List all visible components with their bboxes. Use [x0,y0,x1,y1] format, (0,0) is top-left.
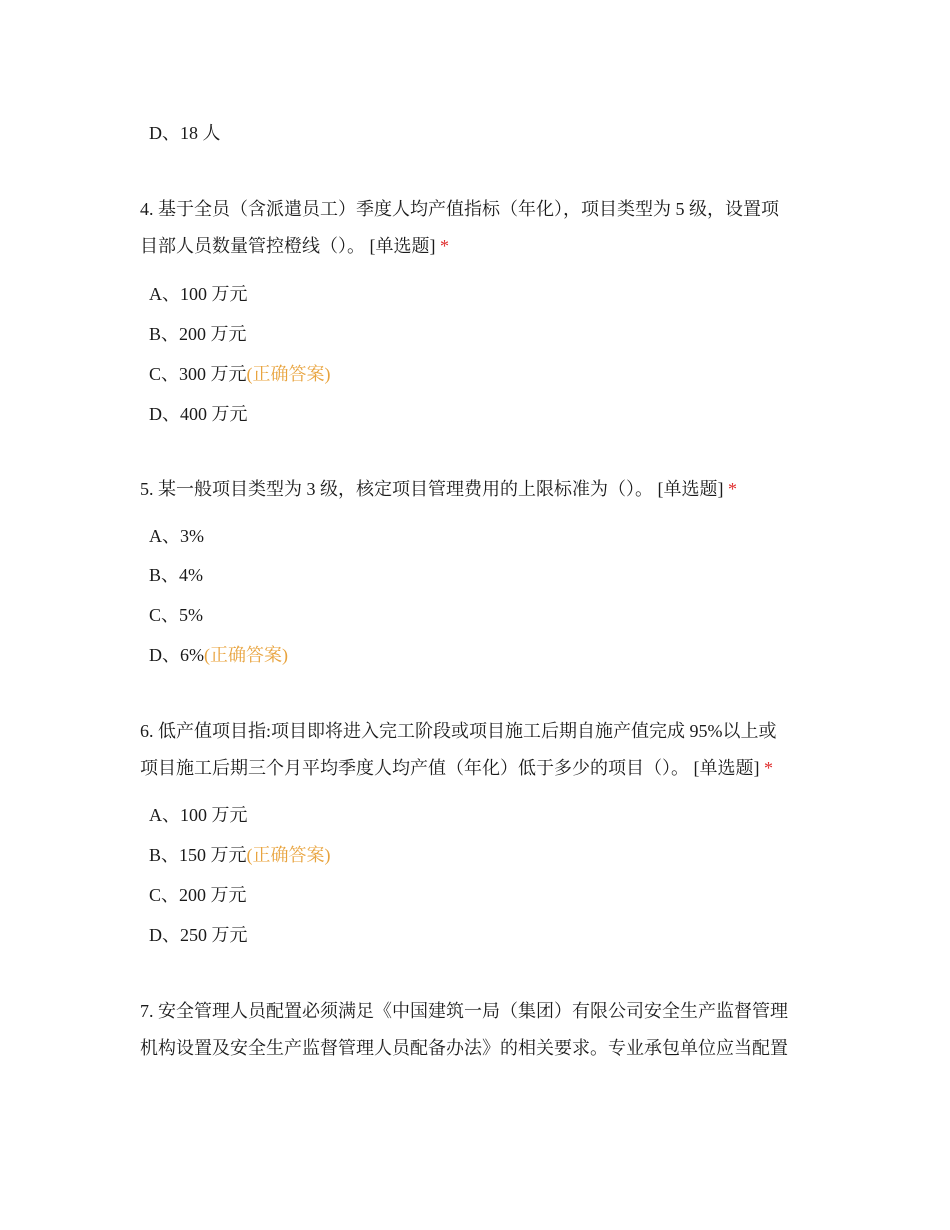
question-5-line-1 [140,471,820,508]
question-4-line-1: 4. 基于全员（含派遣员工）季度人均产值指标（年化），项目类型为 5 级，设置项 [140,199,779,219]
q6-option-d [149,923,248,947]
option-text: D、6% [149,645,204,665]
option-text: C、300 万元 [149,364,247,384]
question-6-line-1: 6. 低产值项目指:项目即将进入完工阶段或项目施工后期自施产值完成 95%以上或 [140,721,777,741]
option-text: C、200 万元 [149,885,247,905]
required-marker: * [764,758,773,778]
question-6-line-2-text: 项目施工后期三个月平均季度人均产值（年化）低于多少的项目（）。 [140,758,689,778]
option-text: A、3% [149,526,204,546]
correct-answer-mark: (正确答案) [246,845,331,865]
q4-option-a [149,282,248,306]
question-4-line-2-text: 目部人员数量管控橙线（）。 [140,236,365,256]
option-text: D、18 人 [149,123,221,143]
option-text: B、4% [149,565,203,585]
question-6-line-2 [140,750,820,787]
option-text: A、100 万元 [149,284,248,304]
question-4 [140,191,820,265]
question-type-tag: [单选题] [369,236,436,256]
correct-answer-mark: (正确答案) [204,645,288,665]
q5-option-d [149,643,288,667]
option-text: D、400 万元 [149,404,248,424]
q5-option-b [149,563,203,587]
correct-answer-mark: (正确答案) [246,364,331,384]
q5-option-c [149,603,203,627]
question-7-line-1: 7. 安全管理人员配置必须满足《中国建筑一局（集团）有限公司安全生产监督管理 [140,1001,788,1021]
question-7-line-2: 机构设置及安全生产监督管理人员配备办法》的相关要求。专业承包单位应当配置 [140,1038,788,1058]
question-type-tag: [单选题] [657,479,724,499]
question-type-tag: [单选题] [693,758,760,778]
option-text: D、250 万元 [149,925,248,945]
option-text: B、200 万元 [149,324,247,344]
option-text: B、150 万元 [149,845,247,865]
required-marker: * [440,236,449,256]
q6-option-b [149,843,331,867]
q6-option-c [149,883,247,907]
option-text: C、5% [149,605,203,625]
q4-option-d [149,402,248,426]
question-5-line-1-text: 5. 某一般项目类型为 3 级，核定项目管理费用的上限标准为（）。 [140,479,653,499]
required-marker: * [728,479,737,499]
q5-option-a [149,524,204,548]
q4-option-c [149,362,331,386]
option-text: A、100 万元 [149,805,248,825]
q4-option-b [149,322,247,346]
question-5 [140,471,820,508]
question-4-line-2 [140,228,820,265]
question-6 [140,713,820,787]
q3-option-d [149,121,221,145]
q6-option-a [149,803,248,827]
question-7 [140,993,820,1067]
